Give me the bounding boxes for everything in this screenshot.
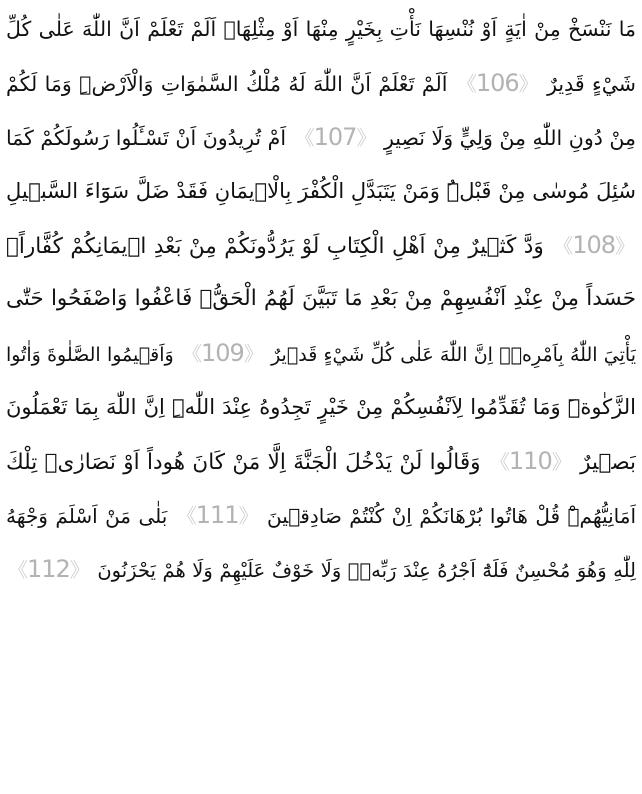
quran-page — [0, 2, 642, 794]
verse-text: بَلٰى مَنْ اَسْلَمَ وَجْهَهُ — [6, 504, 168, 528]
ayah-number-marker — [551, 218, 636, 272]
verse-line — [6, 488, 636, 542]
verse-text: وَدَّ كَث۪يرٌ مِنْ اَهْلِ الْكِتَابِ لَوْ يَرُدُّونَكُمْ مِنْ بَعْدِ ا۪يمَانِكُمْ كُفَّاراًۚ — [6, 234, 544, 259]
ayah-number: 106 — [475, 69, 519, 97]
ornate-bracket-left-icon: 《 — [181, 342, 201, 366]
verse-lines — [6, 2, 636, 596]
verse-text: مَا نَنْسَخْ مِنْ اٰيَةٍ اَوْ نُنْسِهَا نَأْتِ بِخَيْرٍ مِنْهَا اَوْ مِثْلِهَاۜ اَلَمْ تَعْلَمْ اَنَّ اللّٰهَ عَلٰى كُلِّ — [6, 17, 636, 41]
verse-text: مِنْ دُونِ اللّٰهِ مِنْ وَلِيٍّ وَلَا نَصِيرٍ — [383, 126, 636, 150]
ayah-number-marker — [455, 56, 540, 110]
ornate-bracket-right-icon: 》 — [518, 72, 538, 96]
ayah-number-marker — [488, 434, 573, 488]
ornate-bracket-right-icon: 》 — [551, 450, 571, 474]
verse-line — [6, 218, 636, 272]
verse-line — [6, 272, 636, 326]
ayah-number-marker — [6, 542, 91, 596]
verse-text: اَمَانِيُّهُمْۜ قُلْ هَاتُوا بُرْهَانَكُمْ اِنْ كُنْتُمْ صَادِق۪ينَ — [267, 504, 636, 528]
verse-text: اَلَمْ تَعْلَمْ اَنَّ اللّٰهَ لَهُ مُلْكُ السَّمٰوَاتِ وَالْاَرْضِۜ وَمَا لَكُمْ — [6, 72, 448, 96]
verse-line — [6, 542, 636, 596]
verse-line — [6, 326, 636, 380]
verse-line — [6, 56, 636, 110]
ornate-bracket-right-icon: 》 — [356, 126, 376, 150]
ayah-number: 112 — [27, 555, 70, 583]
verse-text: وَقَالُوا لَنْ يَدْخُلَ الْجَنَّةَ اِلَّا مَنْ كَانَ هُوداً اَوْ نَصَارٰىۜ تِلْكَ — [6, 450, 481, 475]
ornate-bracket-left-icon: 《 — [8, 558, 27, 582]
verse-text: حَسَداً مِنْ عِنْدِ اَنْفُسِهِمْ مِنْ بَعْدِ مَا تَبَيَّنَ لَهُمُ الْحَقُّۚ فَاعْفُوا وَاصْفَحُوا حَتّٰى — [6, 286, 636, 311]
verse-text: سُئِلَ مُوسٰى مِنْ قَبْلُۜ وَمَنْ يَتَبَدَّلِ الْكُفْرَ بِالْا۪يمَانِ فَقَدْ ضَلَّ سَوَٓاءَ السَّب۪يلِ — [6, 179, 636, 203]
verse-text: لِلّٰهِ وَهُوَ مُحْسِنٌ فَلَهُٓ اَجْرُهُ عِنْدَ رَبِّه۪ۖ وَلَا خَوْفٌ عَلَيْهِمْ وَلَا هُمْ يَحْزَنُونَ — [97, 559, 636, 582]
ayah-number-marker — [175, 488, 260, 542]
ornate-bracket-right-icon: 》 — [243, 342, 263, 366]
verse-text: وَاَق۪يمُوا الصَّلٰوةَ وَاٰتُوا — [6, 344, 174, 366]
verse-text: الزَّكٰوةَۜ وَمَا تُقَدِّمُوا لِاَنْفُسِكُمْ مِنْ خَيْرٍ تَجِدُوهُ عِنْدَ اللّٰهِۜ اِنَّ اللّٰهَ بِمَا تَعْمَلُونَ — [6, 395, 636, 419]
verse-text: اَمْ تُرِيدُونَ اَنْ تَسْـَٔلُوا رَسُولَكُمْ كَمَا — [6, 126, 287, 150]
verse-line — [6, 380, 636, 434]
verse-line — [6, 110, 636, 164]
verse-line — [6, 2, 636, 56]
ayah-number: 109 — [200, 339, 244, 367]
ayah-number: 108 — [572, 231, 615, 259]
ornate-bracket-left-icon: 《 — [294, 126, 314, 150]
ayah-number-marker — [180, 326, 265, 380]
ornate-bracket-right-icon: 》 — [69, 558, 89, 582]
ornate-bracket-left-icon: 《 — [553, 234, 573, 258]
verse-line — [6, 434, 636, 488]
ayah-number: 111 — [195, 501, 239, 529]
verse-text: يَأْتِيَ اللّٰهُ بِاَمْرِه۪ۜ اِنَّ اللّٰهَ عَلٰى كُلِّ شَيْءٍ قَد۪يرٌ — [271, 344, 636, 366]
ornate-bracket-left-icon: 《 — [489, 450, 509, 474]
ornate-bracket-right-icon: 》 — [615, 234, 634, 258]
verse-text: شَيْءٍ قَدِيرٌ — [547, 72, 636, 96]
ayah-number-marker — [293, 110, 378, 164]
ornate-bracket-right-icon: 》 — [238, 504, 258, 528]
ayah-number: 110 — [508, 447, 552, 475]
verse-text: بَص۪يرٌ — [580, 450, 636, 475]
verse-line — [6, 164, 636, 218]
ornate-bracket-left-icon: 《 — [456, 72, 476, 96]
ayah-number: 107 — [313, 123, 357, 151]
ornate-bracket-left-icon: 《 — [176, 504, 196, 528]
